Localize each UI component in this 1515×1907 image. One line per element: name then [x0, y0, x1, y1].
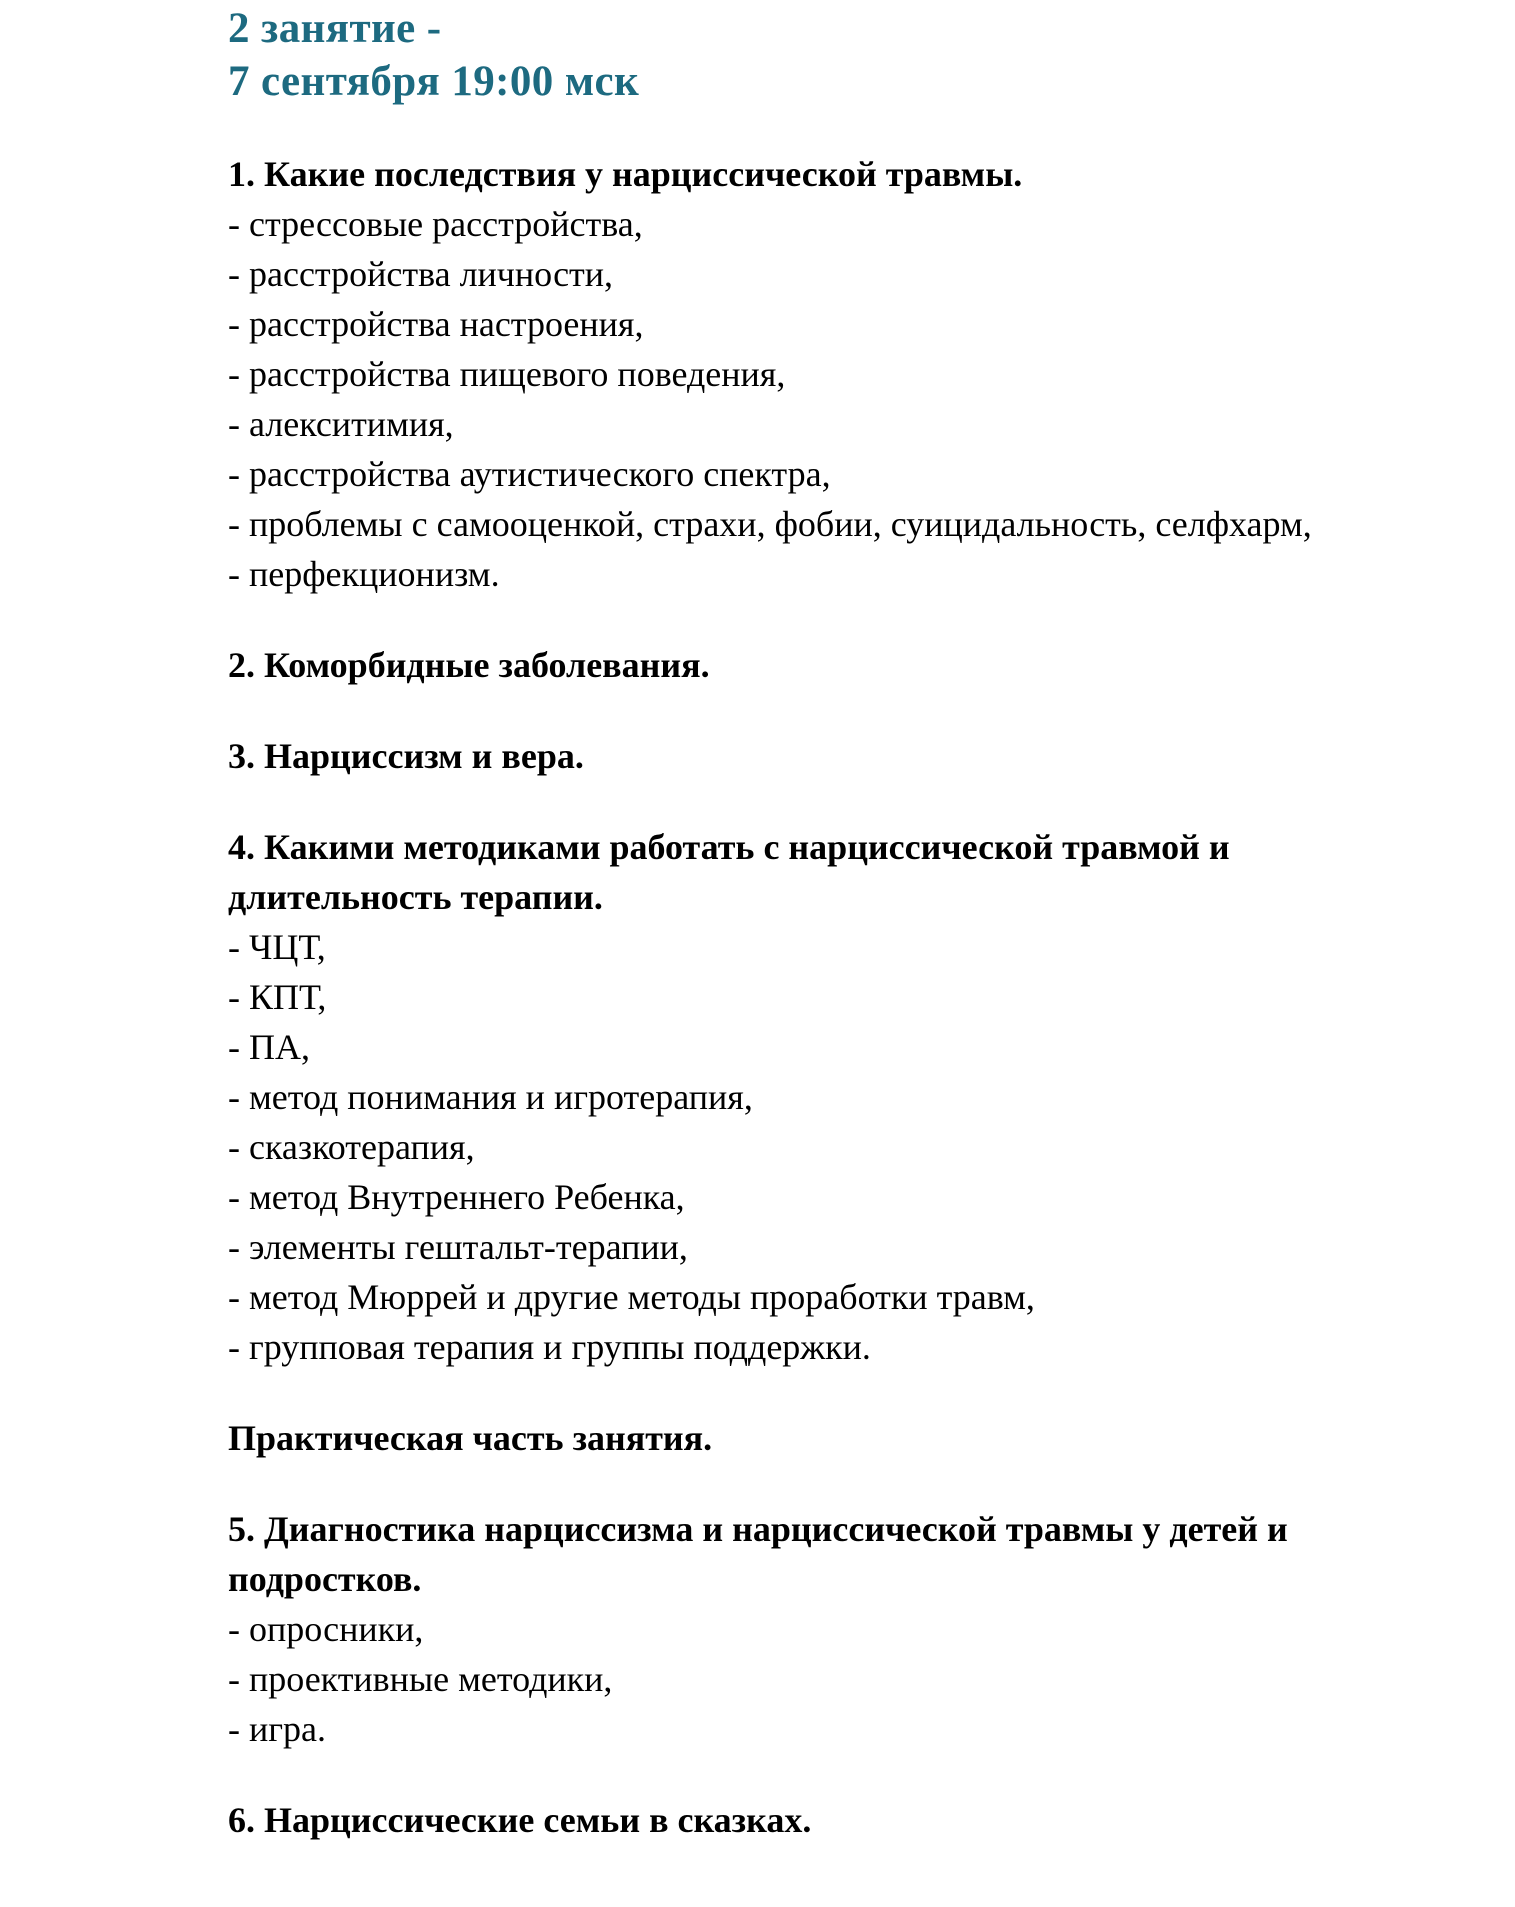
list-item: - ЧЦТ,	[228, 927, 326, 967]
section-heading: 3. Нарциссизм и вера.	[228, 736, 584, 776]
section-heading: 1. Какие последствия у нарциссической травмы.	[228, 154, 1023, 194]
list-item: - метод понимания и игротерапия,	[228, 1077, 753, 1117]
list-item: - игра.	[228, 1709, 326, 1749]
section-heading: 5. Диагностика нарциссизма и нарциссической травмы у детей и подростков.	[228, 1509, 1288, 1599]
list-item: - стрессовые расстройства,	[228, 204, 643, 244]
section-6	[228, 1795, 1443, 1845]
list-item: - проблемы с самооценкой, страхи, фобии, суицидальность, селфхарм,	[228, 504, 1312, 544]
list-item: - проективные методики,	[228, 1659, 613, 1699]
list-item: - ПА,	[228, 1027, 310, 1067]
spacer	[228, 108, 1443, 149]
list-item: - КПТ,	[228, 977, 327, 1017]
list-item: - расстройства аутистического спектра,	[228, 454, 831, 494]
list-item: - элементы гештальт-терапии,	[228, 1227, 688, 1267]
spacer	[228, 781, 1443, 822]
list-item: - метод Мюррей и другие методы проработки травм,	[228, 1277, 1035, 1317]
list-item: - расстройства личности,	[228, 254, 614, 294]
list-item: - расстройства настроения,	[228, 304, 644, 344]
spacer	[228, 690, 1443, 731]
list-item: - расстройства пищевого поведения,	[228, 354, 786, 394]
list-item: - метод Внутреннего Ребенка,	[228, 1177, 685, 1217]
list-item: - перфекционизм.	[228, 554, 500, 594]
section-heading: 2. Коморбидные заболевания.	[228, 645, 710, 685]
list-item: - опросники,	[228, 1609, 424, 1649]
list-item: - сказкотерапия,	[228, 1127, 475, 1167]
section-heading: 6. Нарциссические семьи в сказках.	[228, 1800, 812, 1840]
section-1	[228, 149, 1443, 599]
section-3	[228, 731, 1443, 781]
page-title-line-1: 2 занятие -	[228, 5, 442, 52]
spacer	[228, 599, 1443, 640]
section-heading: Практическая часть занятия.	[228, 1418, 713, 1458]
list-item: - алекситимия,	[228, 404, 454, 444]
section-4	[228, 822, 1443, 1372]
spacer	[228, 1754, 1443, 1795]
page-title-line-2: 7 сентября 19:00 мск	[228, 58, 640, 105]
page-title	[228, 0, 1443, 108]
section-5	[228, 1504, 1443, 1754]
spacer	[228, 1372, 1443, 1413]
section-heading: 4. Какими методиками работать с нарциссической травмой и длительность терапии.	[228, 827, 1230, 917]
spacer	[228, 1463, 1443, 1504]
practical-note	[228, 1413, 1443, 1463]
section-2	[228, 640, 1443, 690]
list-item: - групповая терапия и группы поддержки.	[228, 1327, 871, 1367]
document-content	[228, 0, 1443, 1845]
